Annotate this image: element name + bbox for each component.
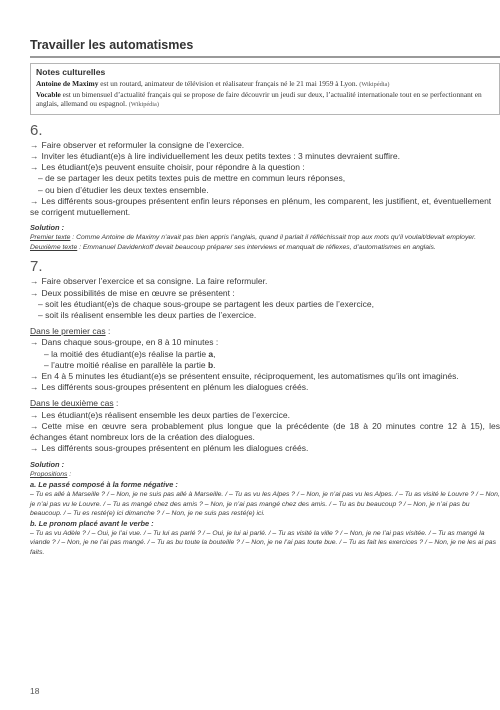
exercise-6 [30,122,500,253]
ex7-half-b-punct: . [213,359,216,370]
note-vocable [36,90,494,110]
ex7-case-1-step-2 [30,371,500,382]
section-rule [30,56,500,58]
arrow-icon: → [30,150,39,161]
ex7-half-b-text: – l’autre moitié réalise en parallèle la partie [44,359,208,370]
ex6-solution-text-2 [30,243,500,253]
ex7-case-2-step-2 [30,421,500,443]
ex7-step-2 [30,288,500,299]
ex7-case-2-step-3-text: Les différents sous-groupes présentent en plénum les dialogues créés. [41,443,309,454]
ex7-case-1-colon: : [105,326,111,337]
arrow-icon: → [30,409,39,420]
exercise-6-number: 6. [30,121,43,139]
ex7-part-a-answers: – Tu es allé à Marseille ? / – Non, je ne suis pas allé à Marseille. / – Tu as vu les Alpes ? / – Non, je n’ai pas vu les Alpes. / – Tu as visité le Louvre ? / – Non, je n’ai pas vu le Louvre. / – Tu as mangé chez des amis ? – Non, je n’ai pas mangé chez des amis. / – Tu as bu beaucoup ? / – Non, je n’ai pas bu beaucoup. / – Tu es resté(e) ici dimanche ? / – Non, je ne suis pas resté(e) ici. [30,491,500,518]
ex6-option-b: – ou bien d’étudier les deux textes ensemble. [38,184,209,195]
notes-culturelles-box [30,63,500,115]
ex6-step-3-text: Les étudiant(e)s peuvent ensuite choisir, pour répondre à la question : [41,162,305,173]
ex7-case-2-label: Dans le deuxième cas [30,398,114,409]
note-vocable-text: est un bimensuel d’actualité français qui se propose de faire découvrir un jeudi sur deux, l’actualité internationale tout en se perfectionnant en anglais, allemand ou espagnol. [36,89,482,109]
ex7-propositions-colon: : [67,471,72,479]
note-maximy-source: (Wikipédia) [359,81,390,88]
arrow-icon: → [30,337,39,348]
ex7-part-a: a [208,348,214,359]
ex7-half-a-text: – la moitié des étudiant(e)s réalise la partie [44,348,209,359]
ex6-text-2-answer: : Emmanuel Davidenkoff devait beaucoup préparer ses interviews et manquait de réflexes, d’automatismes en anglais. [77,243,436,251]
ex6-option-a: – de se partager les deux petits textes puis de mettre en commun leurs réponses, [38,173,346,184]
ex7-case-1-half-a [30,349,500,360]
ex7-case-1-step-1-text: Dans chaque sous-groupe, en 8 à 10 minutes : [41,337,219,348]
ex7-case-2-step-3 [30,443,500,454]
ex7-part-a-title: a. Le passé composé à la forme négative : [30,480,178,490]
note-vocable-source: (Wikipédia) [128,101,159,109]
ex6-solution-text-1 [30,233,500,243]
arrow-icon: → [30,371,39,382]
arrow-icon: → [30,382,39,393]
ex6-step-1-text: Faire observer et reformuler la consigne de l’exercice. [41,139,245,150]
note-maximy [36,79,494,90]
ex6-step-1 [30,140,500,151]
exercise-7 [30,258,500,557]
ex7-propositions [30,470,500,480]
page [30,38,500,558]
ex7-option-b: – soit ils réalisent ensemble les deux parties de l’exercice. [38,310,257,320]
ex7-case-2-heading [30,398,500,409]
ex7-case-1-step-1 [30,337,500,348]
arrow-icon: → [30,162,39,173]
ex7-case-1-heading [30,326,500,337]
ex6-step-2 [30,151,500,162]
notes-title: Notes culturelles [36,67,106,77]
ex7-propositions-label: Propositions [30,471,68,479]
ex6-text-2-label: Deuxième texte [30,243,78,251]
ex6-step-2-text: Inviter les étudiant(e)s à lire individuellement les deux petits textes : 3 minutes devraient suffire. [41,150,400,161]
ex7-case-1-half-b [30,360,500,371]
ex6-step-4-text: Les différents sous-groupes présentent enfin leurs réponses en plénum, les comparent, les justifient, et, éventuellement se corrigent mutuellement. [30,195,492,217]
ex7-case-2-step-1-text: Les étudiant(e)s réalisent ensemble les deux parties de l’exercice. [41,409,291,420]
section-title: Travailler les automatismes [30,38,194,52]
ex7-option-a: – soit les étudiant(e)s de chaque sous-groupe se partagent les deux parties de l’exercice, [38,298,374,309]
exercise-7-number: 7. [30,258,43,276]
ex7-case-2-step-1 [30,410,500,421]
ex7-part-b-title: b. Le pronom placé avant le verbe : [30,518,154,528]
ex6-solution-label: Solution : [30,223,65,233]
page-number: 18 [30,686,40,696]
arrow-icon: → [30,139,39,150]
ex6-text-1-answer: : Comme Antoine de Maximy n’avait pas bien appris l’anglais, quand il parlait il réfléchissait trop aux mots qu’il voulait/devait employer. [70,234,477,242]
ex7-case-1-label: Dans le premier cas [30,326,106,337]
ex7-case-1-step-3-text: Les différents sous-groupes présentent en plénum les dialogues créés. [41,382,309,393]
ex7-case-1-step-2-text: En 4 à 5 minutes les étudiant(e)s se présentent ensuite, réciproquement, les automatismes qu’ils ont imaginés. [41,371,459,382]
ex7-solution-label: Solution : [30,460,65,470]
arrow-icon: → [30,420,39,431]
ex6-step-4 [30,196,500,218]
ex7-case-2-colon: : [113,398,119,409]
arrow-icon: → [30,195,39,206]
note-maximy-text: est un routard, animateur de télévision et réalisateur français né le 21 mai 1959 à Lyon. [98,79,360,88]
ex7-part-b: b [207,359,214,370]
ex7-half-a-punct: , [213,348,216,359]
ex7-step-1-text: Faire observer l’exercice et sa consigne. La faire reformuler. [41,276,268,287]
ex7-case-2-step-2-text: Cette mise en œuvre sera probablement plus longue que la précédente (de 18 à 20 minutes contre 12 à 15), les échanges étant nombreux lors de la création des dialogues. [30,420,500,443]
ex7-step-2-text: Deux possibilités de mise en œuvre se présentent : [41,287,235,298]
arrow-icon: → [30,287,39,298]
ex7-step-1 [30,276,500,287]
note-maximy-name: Antoine de Maximy [36,79,99,88]
ex6-step-3 [30,162,500,173]
ex6-text-1-label: Premier texte [30,234,71,242]
arrow-icon: → [30,443,39,454]
arrow-icon: → [30,276,39,287]
note-vocable-name: Vocable [36,89,61,99]
ex7-case-1-step-3 [30,382,500,393]
ex7-part-b-answers: – Tu as vu Adèle ? / – Oui, je l’ai vue. / – Tu lui as parlé ? / – Oui, je lui ai parlé. / – Tu as visité la ville ? / – Non, je ne l’ai pas visitée. / – Tu as mangé la viande ? / – Non, je ne l’ai pas mangé. / – Tu as bu toute la bouteille ? / – Non, je ne l’ai pas toute bue. / – Tu as fait les exercices ? / – Non, je ne les ai pas faits. [30,529,496,556]
